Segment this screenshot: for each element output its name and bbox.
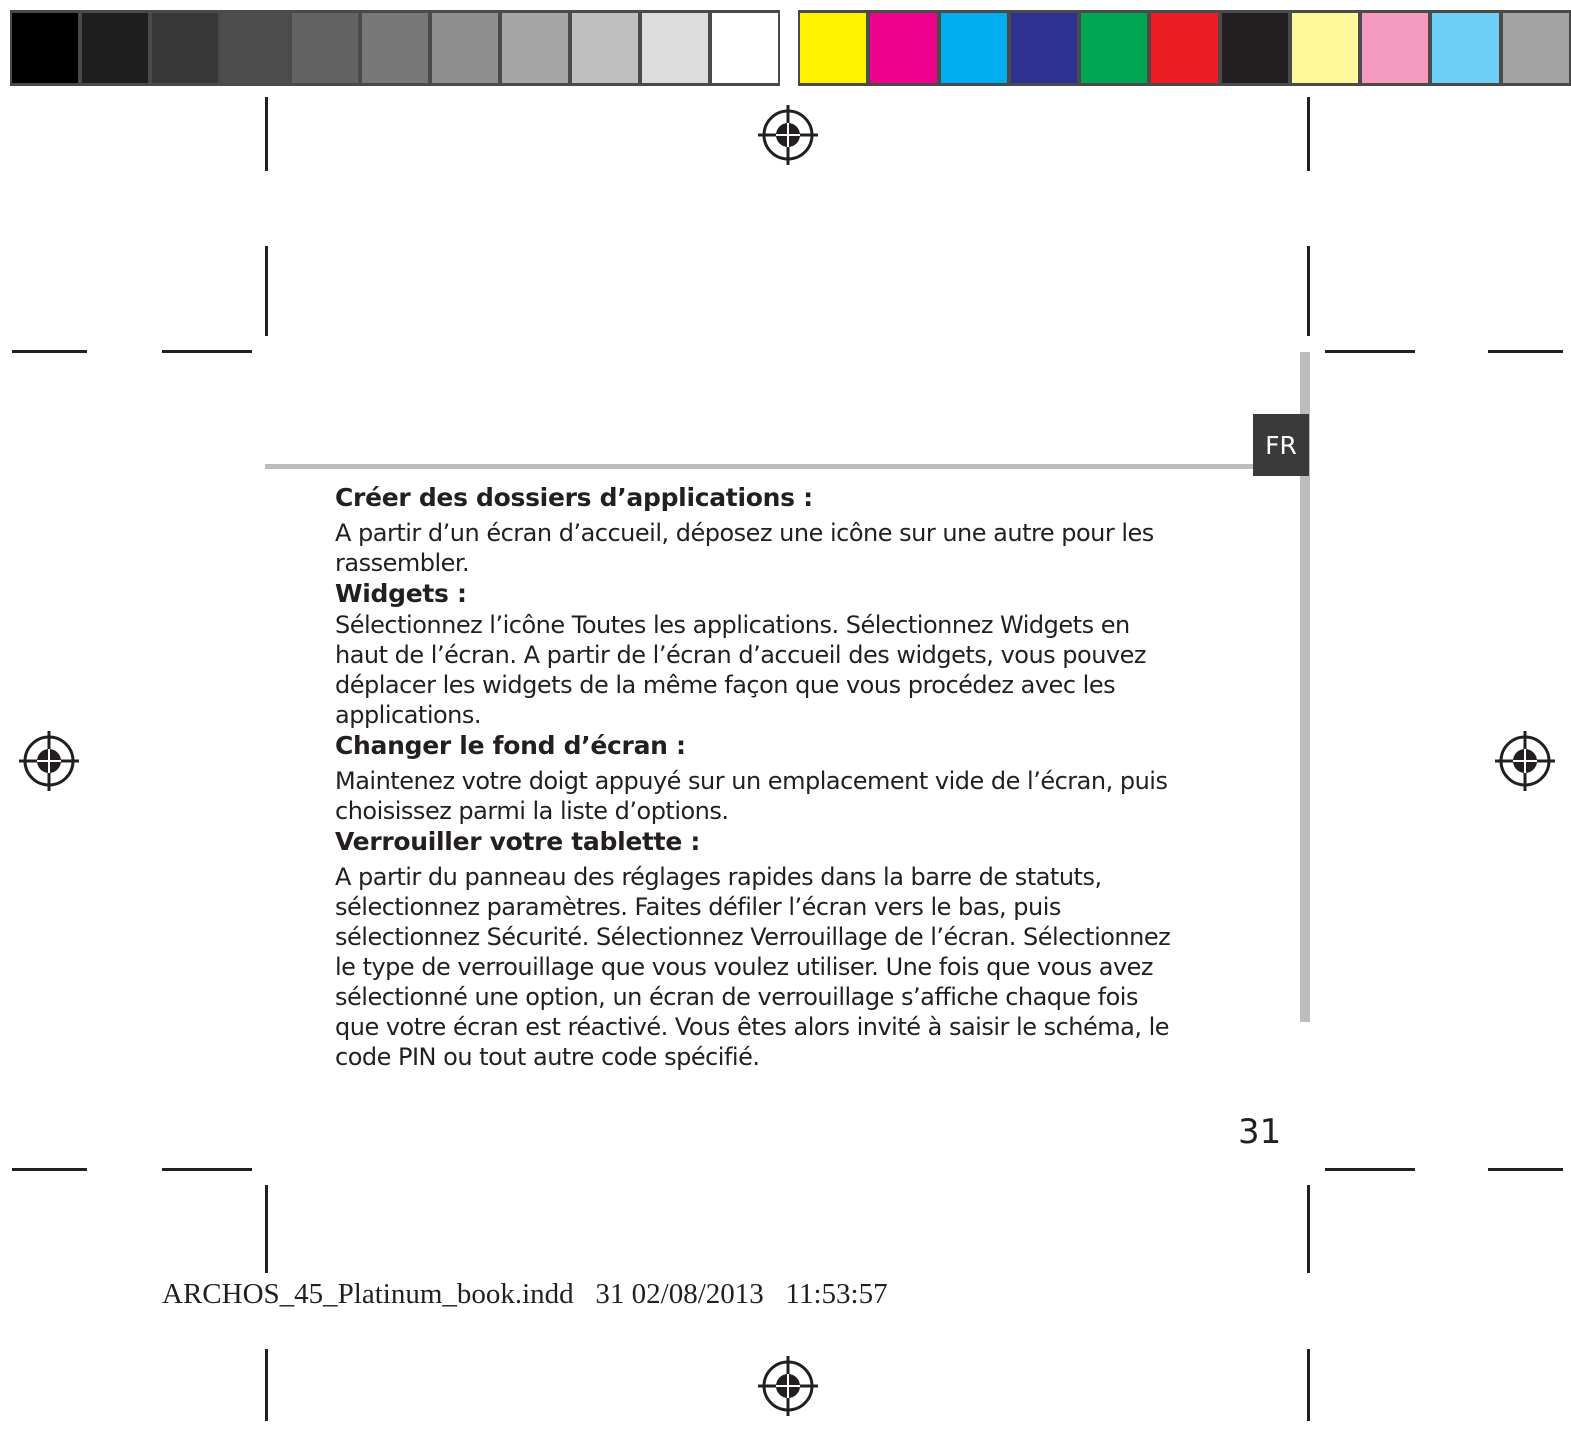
- crop-mark: [1488, 1168, 1563, 1171]
- crop-mark: [162, 1168, 252, 1171]
- body-line: Maintenez votre doigt appuyé sur un emplacement vide de l’écran, puis: [335, 767, 1168, 795]
- crop-mark: [1307, 97, 1310, 171]
- color-swatch: [570, 10, 640, 86]
- color-swatch: [1009, 10, 1079, 86]
- color-swatch: [1149, 10, 1219, 86]
- color-swatch: [500, 10, 570, 86]
- color-swatch: [150, 10, 220, 86]
- color-swatch: [430, 10, 500, 86]
- color-swatch: [10, 10, 80, 86]
- registration-mark-icon: [756, 103, 820, 167]
- crop-mark: [12, 350, 87, 353]
- crop-mark: [1307, 1349, 1310, 1421]
- crop-mark: [265, 246, 268, 336]
- body-line: choisissez parmi la liste d’options.: [335, 797, 729, 825]
- print-slug-line: ARCHOS_45_Platinum_book.indd 31 02/08/2013 11:53:57: [162, 1278, 888, 1310]
- color-swatch: [1501, 10, 1571, 86]
- section-heading: Changer le fond d’écran :: [335, 731, 686, 760]
- grayscale-calibration-bar: [10, 10, 780, 86]
- color-swatch: [868, 10, 938, 86]
- color-swatch: [640, 10, 710, 86]
- body-line: Sélectionnez l’icône Toutes les applications. Sélectionnez Widgets en: [335, 611, 1130, 639]
- color-calibration-bar: [798, 10, 1571, 86]
- color-swatch: [1290, 10, 1360, 86]
- crop-mark: [1325, 350, 1415, 353]
- crop-mark: [162, 350, 252, 353]
- section-heading: Créer des dossiers d’applications :: [335, 483, 813, 512]
- body-line: le type de verrouillage que vous voulez utiliser. Une fois que vous avez: [335, 953, 1154, 981]
- crop-mark: [12, 1168, 87, 1171]
- color-swatch: [1220, 10, 1290, 86]
- color-swatch: [1360, 10, 1430, 86]
- crop-mark: [1307, 1185, 1310, 1273]
- color-swatch: [360, 10, 430, 86]
- registration-mark-icon: [17, 729, 81, 793]
- body-line: que votre écran est réactivé. Vous êtes alors invité à saisir le schéma, le: [335, 1013, 1170, 1041]
- color-swatch: [710, 10, 780, 86]
- language-tab: FR: [1253, 414, 1309, 476]
- color-swatch: [1079, 10, 1149, 86]
- body-line: code PIN ou tout autre code spécifié.: [335, 1043, 760, 1071]
- page-content: [335, 482, 1235, 1072]
- registration-mark-icon: [756, 1354, 820, 1418]
- body-line: A partir du panneau des réglages rapides dans la barre de statuts,: [335, 863, 1102, 891]
- body-line: haut de l’écran. A partir de l’écran d’accueil des widgets, vous pouvez: [335, 641, 1146, 669]
- section-heading: Widgets :: [335, 579, 467, 608]
- body-line: A partir d’un écran d’accueil, déposez une icône sur une autre pour les: [335, 519, 1154, 547]
- body-line: sélectionnez paramètres. Faites défiler l’écran vers le bas, puis: [335, 893, 1061, 921]
- section-heading: Verrouiller votre tablette :: [335, 827, 701, 856]
- body-line: rassembler.: [335, 549, 470, 577]
- crop-mark: [1325, 1168, 1415, 1171]
- color-swatch: [220, 10, 290, 86]
- color-swatch: [798, 10, 868, 86]
- crop-mark: [265, 1185, 268, 1273]
- body-line: applications.: [335, 701, 482, 729]
- page-number: 31: [1238, 1112, 1282, 1152]
- color-swatch: [1430, 10, 1500, 86]
- registration-mark-icon: [1493, 729, 1557, 793]
- crop-mark: [1307, 246, 1310, 336]
- page-header-rule: [265, 464, 1305, 469]
- crop-mark: [265, 1349, 268, 1421]
- body-line: déplacer les widgets de la même façon que vous procédez avec les: [335, 671, 1116, 699]
- body-line: sélectionnez Sécurité. Sélectionnez Verrouillage de l’écran. Sélectionnez: [335, 923, 1171, 951]
- color-swatch: [290, 10, 360, 86]
- crop-mark: [1488, 350, 1563, 353]
- crop-mark: [265, 97, 268, 171]
- body-line: sélectionné une option, un écran de verrouillage s’affiche chaque fois: [335, 983, 1138, 1011]
- color-swatch: [80, 10, 150, 86]
- color-swatch: [939, 10, 1009, 86]
